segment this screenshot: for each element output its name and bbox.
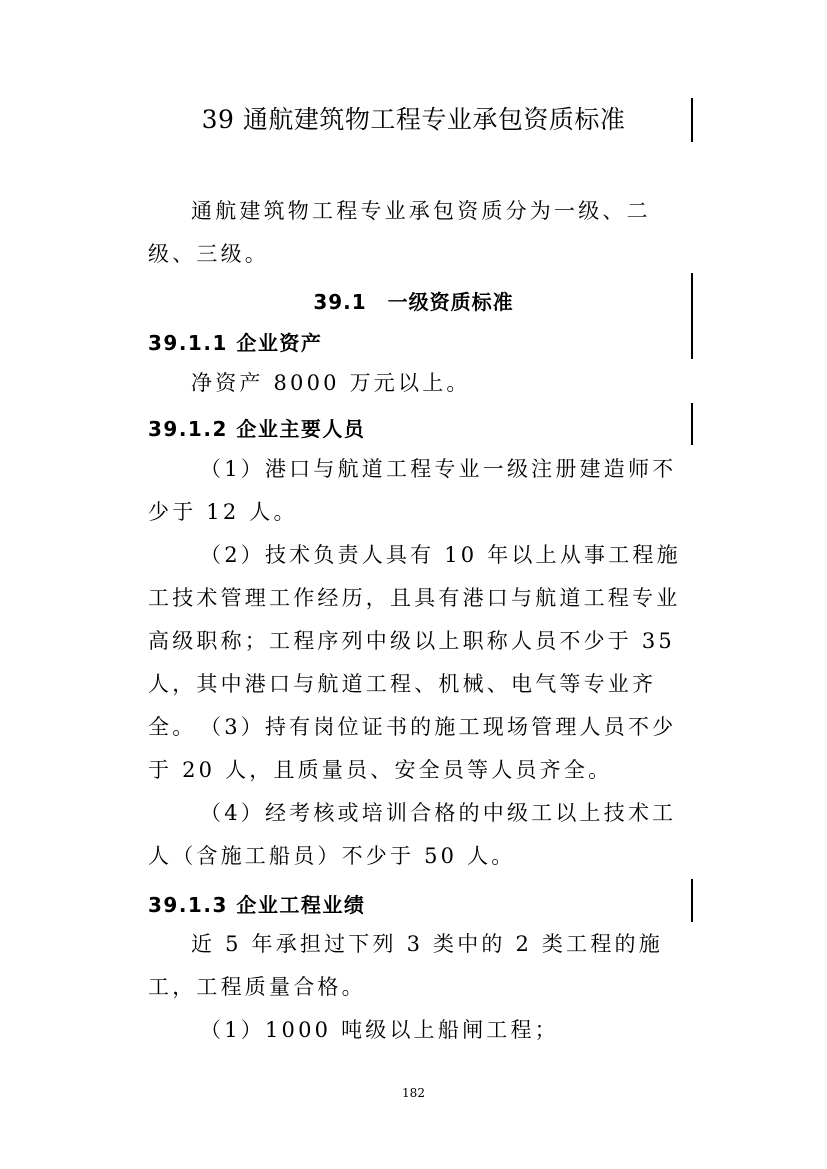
subsection-heading-assets: 39.1.1 企业资产 [148, 331, 323, 355]
revision-bar [691, 879, 693, 922]
assets-paragraph: 净资产 8000 万元以上。 [191, 371, 471, 395]
personnel-item: （2）技术负责人具有 10 年以上从事工程施工技术管理工作经历，且具有港口与航道工程专业高级职称；工程序列中级以上职称人员不少于 35 人，其中港口与航道工程、机械、电气等专业齐全。 [148, 543, 681, 739]
subsection-heading-performance: 39.1.3 企业工程业绩 [148, 893, 366, 917]
revision-bar [691, 273, 693, 359]
revision-bar [691, 403, 693, 445]
performance-paragraph: 近 5 年承担过下列 3 类中的 2 类工程的施工，工程质量合格。 [148, 932, 663, 999]
page-title: 39 通航建筑物工程专业承包资质标准 [201, 105, 626, 134]
section-heading-level-1: 39.1 一级资质标准 [313, 290, 514, 314]
revision-bar [691, 98, 693, 142]
personnel-item: （4）经考核或培训合格的中级工以上技术工人（含施工船员）不少于 50 人。 [148, 801, 677, 868]
page-number: 182 [402, 1086, 425, 1100]
performance-item: （1）1000 吨级以上船闸工程； [200, 1018, 559, 1042]
personnel-item: （3）持有岗位证书的施工现场管理人员不少于 20 人，且质量员、安全员等人员齐全。 [148, 715, 677, 782]
personnel-item: （1）港口与航道工程专业一级注册建造师不少于 12 人。 [148, 457, 677, 524]
intro-paragraph: 通航建筑物工程专业承包资质分为一级、二级、三级。 [148, 199, 651, 266]
subsection-heading-personnel: 39.1.2 企业主要人员 [148, 417, 366, 441]
